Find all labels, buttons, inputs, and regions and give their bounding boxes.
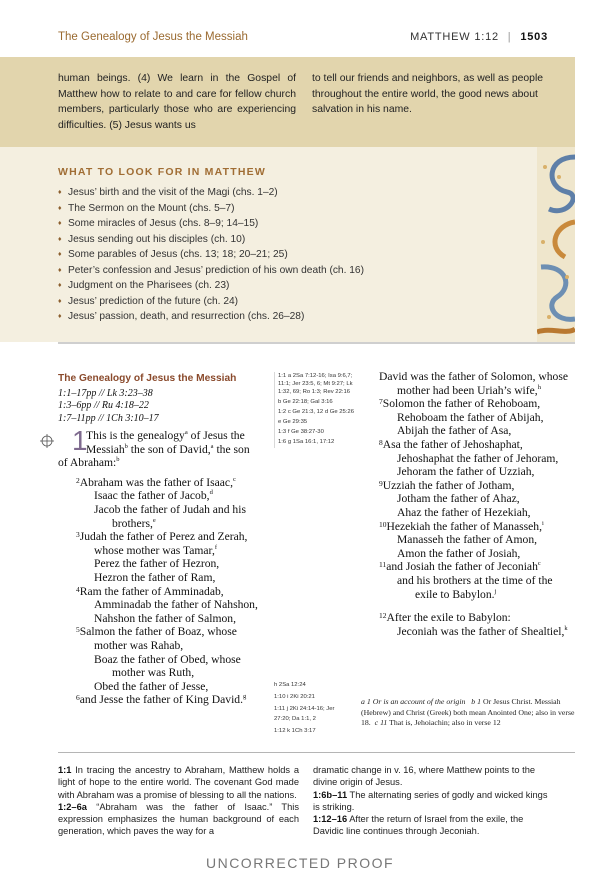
look-for-item-text: Judgment on the Pharisees (ch. 23) <box>68 280 230 291</box>
study-note <box>58 801 299 838</box>
genealogy-line <box>361 397 576 411</box>
study-note-text: dramatic change in v. 16, where Matthew points to the divine origin of Jesus. <box>313 765 536 788</box>
footnote-c-text: That is, Jehoiachin; also in verse 12 <box>389 718 501 727</box>
scripture-column-left <box>58 370 268 707</box>
cross-reference: h 2Sa 12:24 <box>274 682 306 688</box>
verse-number: 3 <box>76 530 80 540</box>
genealogy-line <box>58 598 268 612</box>
study-note-reference: 1:12–16 <box>313 814 348 825</box>
verse-text: Jehoshaphat the father of Jehoram, <box>397 451 559 465</box>
footnote-b-marker: b 1 <box>471 697 482 706</box>
genealogy-line <box>58 680 268 694</box>
verse-number: 2 <box>76 475 80 485</box>
cross-ref-marker: h <box>537 383 541 391</box>
genealogy-line <box>58 612 268 626</box>
footnote-c-marker: c 11 <box>374 718 388 727</box>
cross-ref-marker: k <box>564 624 568 632</box>
genealogy-verses-right <box>361 370 576 638</box>
look-for-item <box>58 216 364 232</box>
genealogy-line <box>361 520 576 534</box>
verse-text: Ahaz the father of Hezekiah, <box>397 505 531 519</box>
page-number: 1503 <box>520 31 548 43</box>
genealogy-line <box>361 479 576 493</box>
genealogy-line <box>58 557 268 571</box>
cross-reference: 1:12 k 1Ch 3:17 <box>274 728 316 734</box>
look-for-list <box>58 185 364 325</box>
genealogy-line <box>58 571 268 585</box>
footnote-a-marker: a 1 <box>361 697 371 706</box>
look-for-item <box>58 232 364 248</box>
cross-reference: e Ge 29:35 <box>278 419 308 425</box>
study-note-reference: 1:1 <box>58 765 72 775</box>
verse-text: Amon the father of Josiah, <box>397 546 521 560</box>
genealogy-verses-left <box>58 476 268 707</box>
genealogy-line <box>361 452 576 466</box>
verse-number: 9 <box>379 478 383 488</box>
cross-reference: 1:3 f Ge 38:27-30 <box>278 429 324 435</box>
verse-number: 8 <box>379 437 383 447</box>
genealogy-line <box>361 492 576 506</box>
genealogy-line <box>58 489 268 503</box>
verse-text: and Jesse the father of King David. <box>79 693 243 707</box>
verse-text: Jotham the father of Ahaz, <box>397 492 520 506</box>
verse-text: Obed the father of Jesse, <box>94 679 209 693</box>
parallel-reference: 1:1–17pp // Lk 3:23–38 <box>58 387 153 399</box>
genealogy-line <box>58 653 268 680</box>
genealogy-line <box>361 547 576 561</box>
verse-text: David was the father of Solomon, whose mother had been Uriah’s wife, <box>379 370 569 397</box>
cross-ref-marker: g <box>242 693 247 701</box>
page-header <box>0 0 600 50</box>
verse-text: Solomon the father of Rehoboam, <box>382 397 541 411</box>
uncorrected-proof-label: UNCORRECTED PROOF <box>205 855 395 871</box>
cross-reference: 1:11 j 2Ki 24:14-16; Jer 27:20; Da 1:1, 2 <box>274 706 335 722</box>
verse-text: After the exile to Babylon: <box>386 611 511 625</box>
verse-number: 10 <box>379 519 387 529</box>
study-notes-divider <box>58 752 575 753</box>
verse-text: This is the genealogy <box>86 429 185 443</box>
verse-number: 12 <box>379 611 387 621</box>
parallel-reference: 1:3–6pp // Ru 4:18–22 <box>58 400 149 412</box>
intro-text-right: to tell our friends and neighbors, as well as people throughout the entire world, the good news about salvation in his name. <box>312 73 544 115</box>
intro-text-left: human beings. (4) We learn in the Gospel of Matthew how to relate to and care for fellow church members, particularly those who are experiencing difficulties. (5) Jesus wants us <box>58 73 296 131</box>
look-for-item <box>58 185 364 201</box>
verse-text: the son <box>213 442 250 456</box>
mosaic-decoration <box>537 147 575 342</box>
genealogy-line <box>58 693 268 707</box>
verse-number: 4 <box>76 584 80 594</box>
genealogy-line <box>361 465 576 479</box>
verse-text: Amminadab the father of Nahshon, <box>94 598 258 612</box>
verse-text: Judah the father of Perez and Zerah, whose mother was Tamar, <box>79 530 248 557</box>
cross-reference: 1:6 g 1Sa 16:1, 17:12 <box>278 439 335 445</box>
intro-band <box>0 57 575 147</box>
genealogy-line <box>58 503 268 530</box>
genealogy-line <box>361 411 576 425</box>
cross-reference: b Ge 22:18; Gal 3:16 <box>278 399 333 405</box>
parallel-reference: 1:7–11pp // 1Ch 3:10–17 <box>58 412 159 424</box>
verse-text: and Josiah the father of Jeconiah <box>386 560 538 574</box>
verse-number: 11 <box>379 560 387 570</box>
verse-text: Hezron the father of Ram, <box>94 571 216 585</box>
cross-ref-marker: c <box>232 476 236 484</box>
verse-number: 5 <box>76 625 80 635</box>
look-for-item <box>58 278 364 294</box>
study-note-text: The alternating series of godly and wicked kings is striking. <box>313 789 548 812</box>
running-head-reference <box>410 31 548 43</box>
verse-1-line-3 <box>58 456 268 470</box>
look-for-item <box>58 263 364 279</box>
verse-text: Asa the father of Jehoshaphat, <box>382 437 523 451</box>
verse-text: Jehoram the father of Uzziah, <box>397 465 535 479</box>
genealogy-line <box>361 370 576 397</box>
verse-text: Jeconiah was the father of Shealtiel, <box>397 624 565 638</box>
cross-reference: 1:2 c Ge 21:3, 12 d Ge 25:26 <box>278 409 354 415</box>
chapter-number: 1 <box>72 425 88 457</box>
study-note-reference: 1:2–6a <box>58 801 87 812</box>
verse-text: Boaz the father of Obed, whose mother was Ruth, <box>94 652 241 680</box>
study-note-text: In tracing the ancestry to Abraham, Matthew holds a light of hope to the entire world. The covenant God made with Abraham was a promise of blessing to all the nations. <box>58 765 299 800</box>
cross-reference-column-lower <box>274 680 352 738</box>
verse-number: 6 <box>76 693 80 703</box>
cross-reference-column <box>274 372 356 448</box>
verse-text: of Jesus the <box>187 429 245 443</box>
verse-text: and his brothers at the time of the exile to Babylon. <box>397 573 553 601</box>
verse-text: Messiah <box>86 442 125 456</box>
cross-ref-marker: f <box>214 543 218 551</box>
look-for-title: WHAT TO LOOK FOR IN MATTHEW <box>58 166 266 178</box>
verse-text: Rehoboam the father of Abijah, <box>397 410 544 424</box>
cross-ref-marker: i <box>541 519 544 527</box>
cross-ref-marker: e <box>152 516 156 524</box>
look-for-item-text: Jesus’ prediction of the future (ch. 24) <box>68 295 239 307</box>
footnote-marker: a <box>184 429 188 437</box>
study-note <box>58 764 299 801</box>
study-notes-right <box>313 764 553 838</box>
genealogy-line <box>58 585 268 599</box>
genealogy-line <box>361 533 576 547</box>
registration-mark-icon <box>40 434 54 448</box>
genealogy-line <box>58 530 268 557</box>
study-note-text: “Abraham was the father of Isaac.” This expression emphasizes the human background of each generation, which paves the way for a <box>58 801 299 837</box>
verse-text: Salmon the father of Boaz, whose mother was Rahab, <box>79 625 237 652</box>
genealogy-line <box>361 560 576 574</box>
genealogy-line <box>361 424 576 438</box>
look-for-item <box>58 247 364 263</box>
look-for-item <box>58 309 364 325</box>
verse-text: Hezekiah the father of Manasseh, <box>386 519 542 533</box>
reference-separator: | <box>507 31 512 43</box>
look-for-item-text: Some miracles of Jesus (chs. 8–9; 14–15) <box>68 218 259 229</box>
verse-text: Abijah the father of Asa, <box>397 424 512 438</box>
scripture-column-right <box>361 370 576 638</box>
verse-text: Abraham was the father of Isaac, <box>79 475 233 489</box>
look-for-item-text: Jesus’ passion, death, and resurrection (chs. 26–28) <box>68 311 305 322</box>
what-to-look-for-panel <box>0 147 575 342</box>
verse-1 <box>58 425 268 470</box>
cross-reference: 1:10 i 2Ki 20:21 <box>274 694 315 700</box>
cross-ref-marker: c <box>537 560 541 568</box>
genealogy-line <box>361 611 576 625</box>
verse-text: Perez the father of Hezron, <box>94 557 220 571</box>
genealogy-line <box>361 506 576 520</box>
genealogy-line <box>361 438 576 452</box>
study-notes-left <box>58 764 299 838</box>
study-note <box>313 789 553 814</box>
footnote-b-text: Or Jesus Christ. Messiah (Hebrew) and Christ (Greek) both mean Anointed One; also in verse 18. <box>361 697 575 727</box>
cross-reference: 1:1 a 2Sa 7:12-16; Isa 9:6,7; 11:1; Jer 23:5, 6; Mt 9:27; Lk 1:32, 69; Ro 1:3; Rev 22:16 <box>278 373 353 395</box>
verse-1-line-2 <box>70 443 268 457</box>
verse-1-line-1 <box>70 429 268 443</box>
running-head-title: The Genealogy of Jesus the Messiah <box>58 31 248 43</box>
genealogy-line <box>58 476 268 490</box>
verse-text: Ram the father of Amminadab, <box>79 584 224 598</box>
verse-text: Nahshon the father of Salmon, <box>94 611 236 625</box>
cross-ref-marker: b <box>116 456 120 464</box>
verse-number: 7 <box>379 397 383 407</box>
section-divider <box>58 342 575 344</box>
translation-footnotes <box>361 697 576 729</box>
cross-ref-marker: a <box>210 442 214 450</box>
verse-text: the son of David, <box>127 442 211 456</box>
look-for-item-text: Peter’s confession and Jesus’ prediction of his own death (ch. 16) <box>68 264 364 276</box>
footnote-marker: b <box>124 442 128 450</box>
verse-text: Manasseh the father of Amon, <box>397 533 538 547</box>
study-note <box>313 764 553 789</box>
look-for-item-text: Some parables of Jesus (chs. 13; 18; 20–21; 25) <box>68 249 288 260</box>
look-for-item <box>58 294 364 310</box>
genealogy-line <box>361 574 576 601</box>
look-for-item-text: Jesus sending out his disciples (ch. 10) <box>68 233 246 245</box>
footnote-a-text: Or is an account of the origin <box>372 697 466 706</box>
verse-text: of Abraham: <box>58 456 117 470</box>
verse-text: Uzziah the father of Jotham, <box>382 478 515 492</box>
pericope-heading: The Genealogy of Jesus the Messiah <box>58 373 237 384</box>
study-note-text: After the return of Israel from the exile, the Davidic line continues through Jeconiah. <box>313 814 524 837</box>
look-for-item-text: Jesus’ birth and the visit of the Magi (chs. 1–2) <box>68 187 278 198</box>
genealogy-line <box>361 625 576 639</box>
cross-ref-marker: d <box>209 489 213 497</box>
parallel-references <box>58 388 268 426</box>
study-note-reference: 1:6b–11 <box>313 789 348 800</box>
verse-text: Isaac the father of Jacob, <box>94 489 210 503</box>
study-note <box>313 813 553 838</box>
look-for-item <box>58 201 364 217</box>
cross-ref-marker: j <box>494 587 497 595</box>
genealogy-line <box>58 625 268 652</box>
reference-text: MATTHEW 1:12 <box>410 31 499 43</box>
look-for-item-text: The Sermon on the Mount (chs. 5–7) <box>68 202 235 214</box>
verse-text: Jacob the father of Judah and his brothers, <box>94 503 246 530</box>
